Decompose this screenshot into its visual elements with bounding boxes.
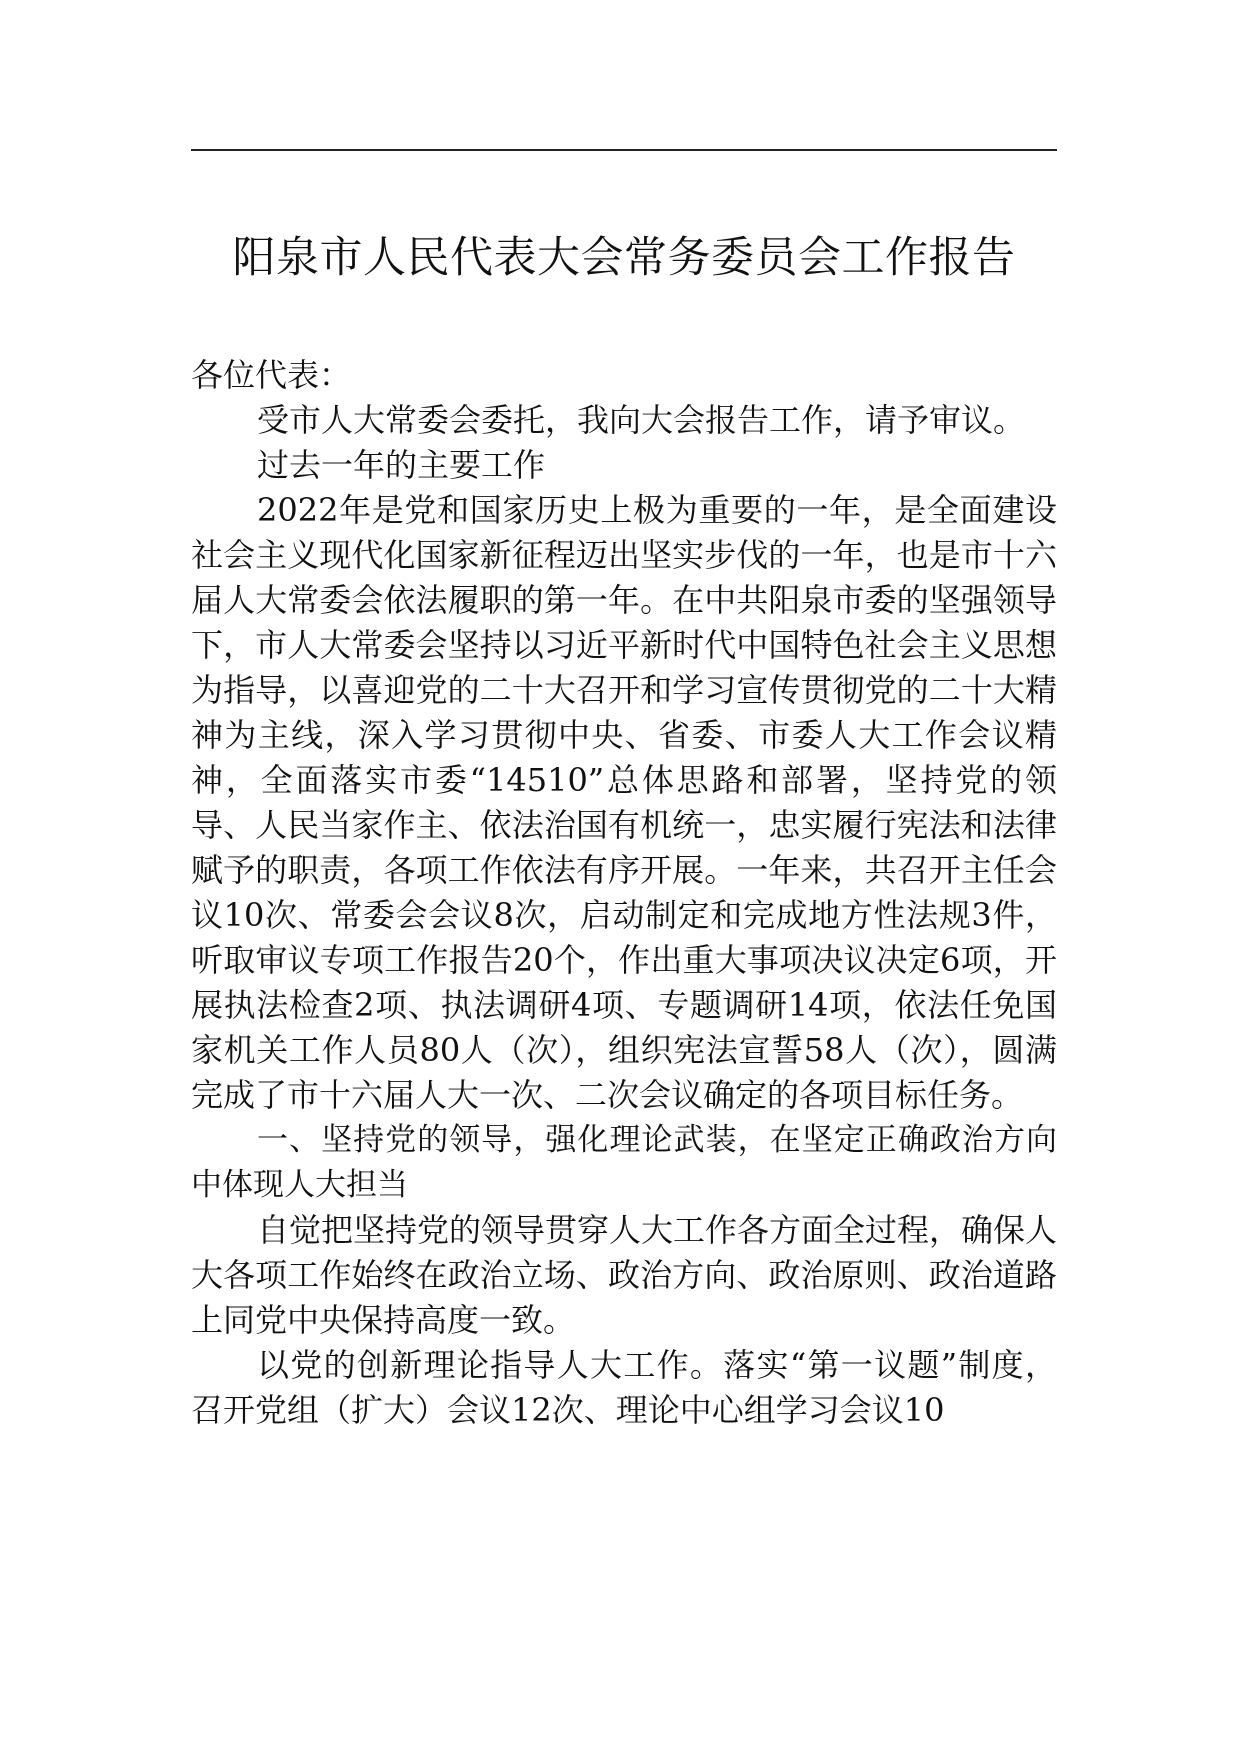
header-rule: [191, 149, 1057, 151]
section-1-paragraph-2: 以党的创新理论指导人大工作。落实“第一议题”制度，召开党组（扩大）会议12次、理论中心组学习会议10: [191, 1346, 1057, 1429]
section-heading-1: 一、坚持党的领导，强化理论武装，在坚定正确政治方向中体现人大担当: [191, 1122, 1057, 1203]
section-subtitle: 过去一年的主要工作: [257, 446, 546, 484]
salutation: 各位代表：: [191, 356, 352, 394]
summary-paragraph: 2022年是党和国家历史上极为重要的一年，是全面建设社会主义现代化国家新征程迈出坚实步伐的一年，也是市十六届人大常委会依法履职的第一年。在中共阳泉市委的坚强领导下，市人大常委会坚持以习近平新时代中国特色社会主义思想为指导，以喜迎党的二十大召开和学习宣传贯彻党的二十大精神为主线，深入学习贯彻中央、省委、市委人大工作会议精神，全面落实市委“14510”总体思路和部署，坚持党的领导、人民当家作主、依法治国有机统一，忠实履行宪法和法律赋予的职责，各项工作依法有序开展。一年来，共召开主任会议10次、常委会会议8次，启动制定和完成地方性法规3件，听取审议专项工作报告20个，作出重大事项决议决定6项，开展执法检查2项、执法调研4项、专题调研14项，依法任免国家机关工作人员80人（次），组织宪法宣誓58人（次），圆满完成了市十六届人大一次、二次会议确定的各项目标任务。: [191, 491, 1057, 1114]
section-1-paragraph-1: 自觉把坚持党的领导贯穿人大工作各方面全过程，确保人大各项工作始终在政治立场、政治方向、政治原则、政治道路上同党中央保持高度一致。: [191, 1211, 1058, 1339]
document-title: 阳泉市人民代表大会常务委员会工作报告: [232, 233, 1016, 283]
document-body: [191, 353, 1057, 1433]
intro-paragraph: 受市人大常委会委托，我向大会报告工作，请予审议。: [257, 401, 1026, 439]
